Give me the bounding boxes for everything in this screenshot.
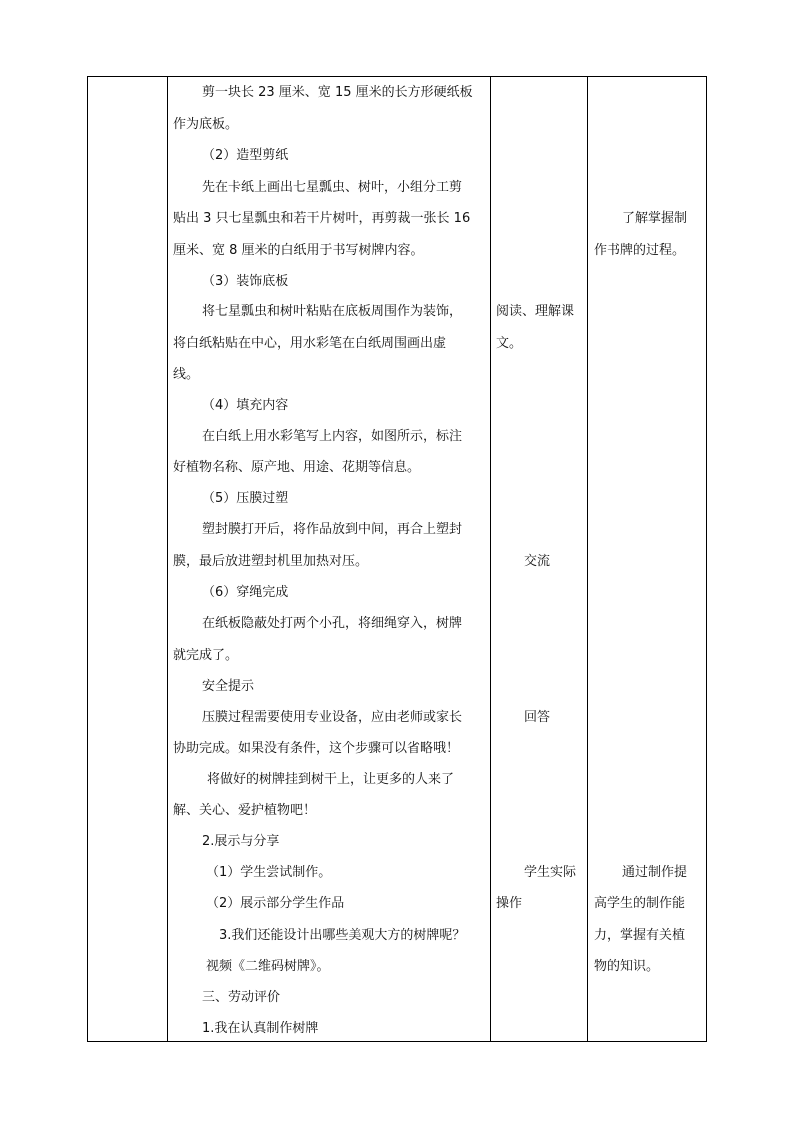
section-heading: 2.展示与分享 xyxy=(202,834,280,849)
content-line: 将白纸粘贴在中心，用水彩笔在白纸周围画出虚 xyxy=(173,336,447,351)
content-line: 将七星瓢虫和树叶粘贴在底板周围作为装饰， xyxy=(202,304,463,319)
design-intent-line: 物的知识。 xyxy=(594,959,660,974)
content-line: 塑封膜打开后，将作品放到中间，再合上塑封 xyxy=(202,522,463,537)
content-line: （1）学生尝试制作。 xyxy=(206,865,332,880)
table-top-border xyxy=(87,76,706,77)
step-heading: （4）填充内容 xyxy=(202,398,289,413)
table-col-border xyxy=(87,76,88,1042)
content-line: 解、关心、爱护植物吧！ xyxy=(173,803,317,818)
design-intent-line: 通过制作提 xyxy=(622,865,688,880)
student-activity-line: 回答 xyxy=(524,710,551,725)
table-col-border xyxy=(706,76,707,1042)
student-activity-line: 文。 xyxy=(496,336,523,351)
content-line: 3.我们还能设计出哪些美观大方的树牌呢？ xyxy=(219,928,466,943)
content-line: 膜，最后放进塑封机里加热对压。 xyxy=(173,554,369,569)
student-activity-line: 阅读、理解课 xyxy=(496,304,575,319)
design-intent-line: 高学生的制作能 xyxy=(594,896,686,911)
safety-heading: 安全提示 xyxy=(202,679,255,694)
table-col-border xyxy=(167,76,168,1042)
content-line: 在纸板隐蔽处打两个小孔，将细绳穿入，树牌 xyxy=(202,616,463,631)
step-heading: （6）穿绳完成 xyxy=(202,585,289,600)
design-intent-line: 力，掌握有关植 xyxy=(594,928,686,943)
content-line: 作为底板。 xyxy=(173,117,239,132)
content-line: 视频《二维码树牌》。 xyxy=(206,959,330,974)
content-line: 贴出 3 只七星瓢虫和若干片树叶，再剪裁一张长 16 xyxy=(173,211,471,226)
table-bottom-border xyxy=(87,1041,706,1042)
content-line: 压膜过程需要使用专业设备，应由老师或家长 xyxy=(202,710,463,725)
content-line: 先在卡纸上画出七星瓢虫、树叶，小组分工剪 xyxy=(202,180,463,195)
design-intent-line: 作书牌的过程。 xyxy=(594,243,686,258)
step-heading: （5）压膜过塑 xyxy=(202,491,289,506)
content-line: 厘米、宽 8 厘米的白纸用于书写树牌内容。 xyxy=(173,243,424,258)
content-line: 线。 xyxy=(173,367,200,382)
content-line: 就完成了。 xyxy=(173,648,239,663)
student-activity-line: 操作 xyxy=(496,896,523,911)
content-line: 在白纸上用水彩笔写上内容，如图所示，标注 xyxy=(202,429,463,444)
student-activity-line: 学生实际 xyxy=(524,865,577,880)
design-intent-line: 了解掌握制 xyxy=(622,211,688,226)
content-line: 1.我在认真制作树牌 xyxy=(202,1021,319,1036)
content-line: 剪一块长 23 厘米、宽 15 厘米的长方形硬纸板 xyxy=(202,85,473,100)
step-heading: （2）造型剪纸 xyxy=(202,148,289,163)
student-activity-line: 交流 xyxy=(524,554,551,569)
content-line: （2）展示部分学生作品 xyxy=(206,896,345,911)
step-heading: （3）装饰底板 xyxy=(202,274,289,289)
content-line: 好植物名称、原产地、用途、花期等信息。 xyxy=(173,460,421,475)
content-line: 将做好的树牌挂到树干上，让更多的人来了 xyxy=(207,772,455,787)
table-col-border xyxy=(587,76,588,1042)
table-col-border xyxy=(490,76,491,1042)
content-line: 协助完成。如果没有条件，这个步骤可以省略哦！ xyxy=(173,741,460,756)
section-heading: 三、劳动评价 xyxy=(202,990,281,1005)
